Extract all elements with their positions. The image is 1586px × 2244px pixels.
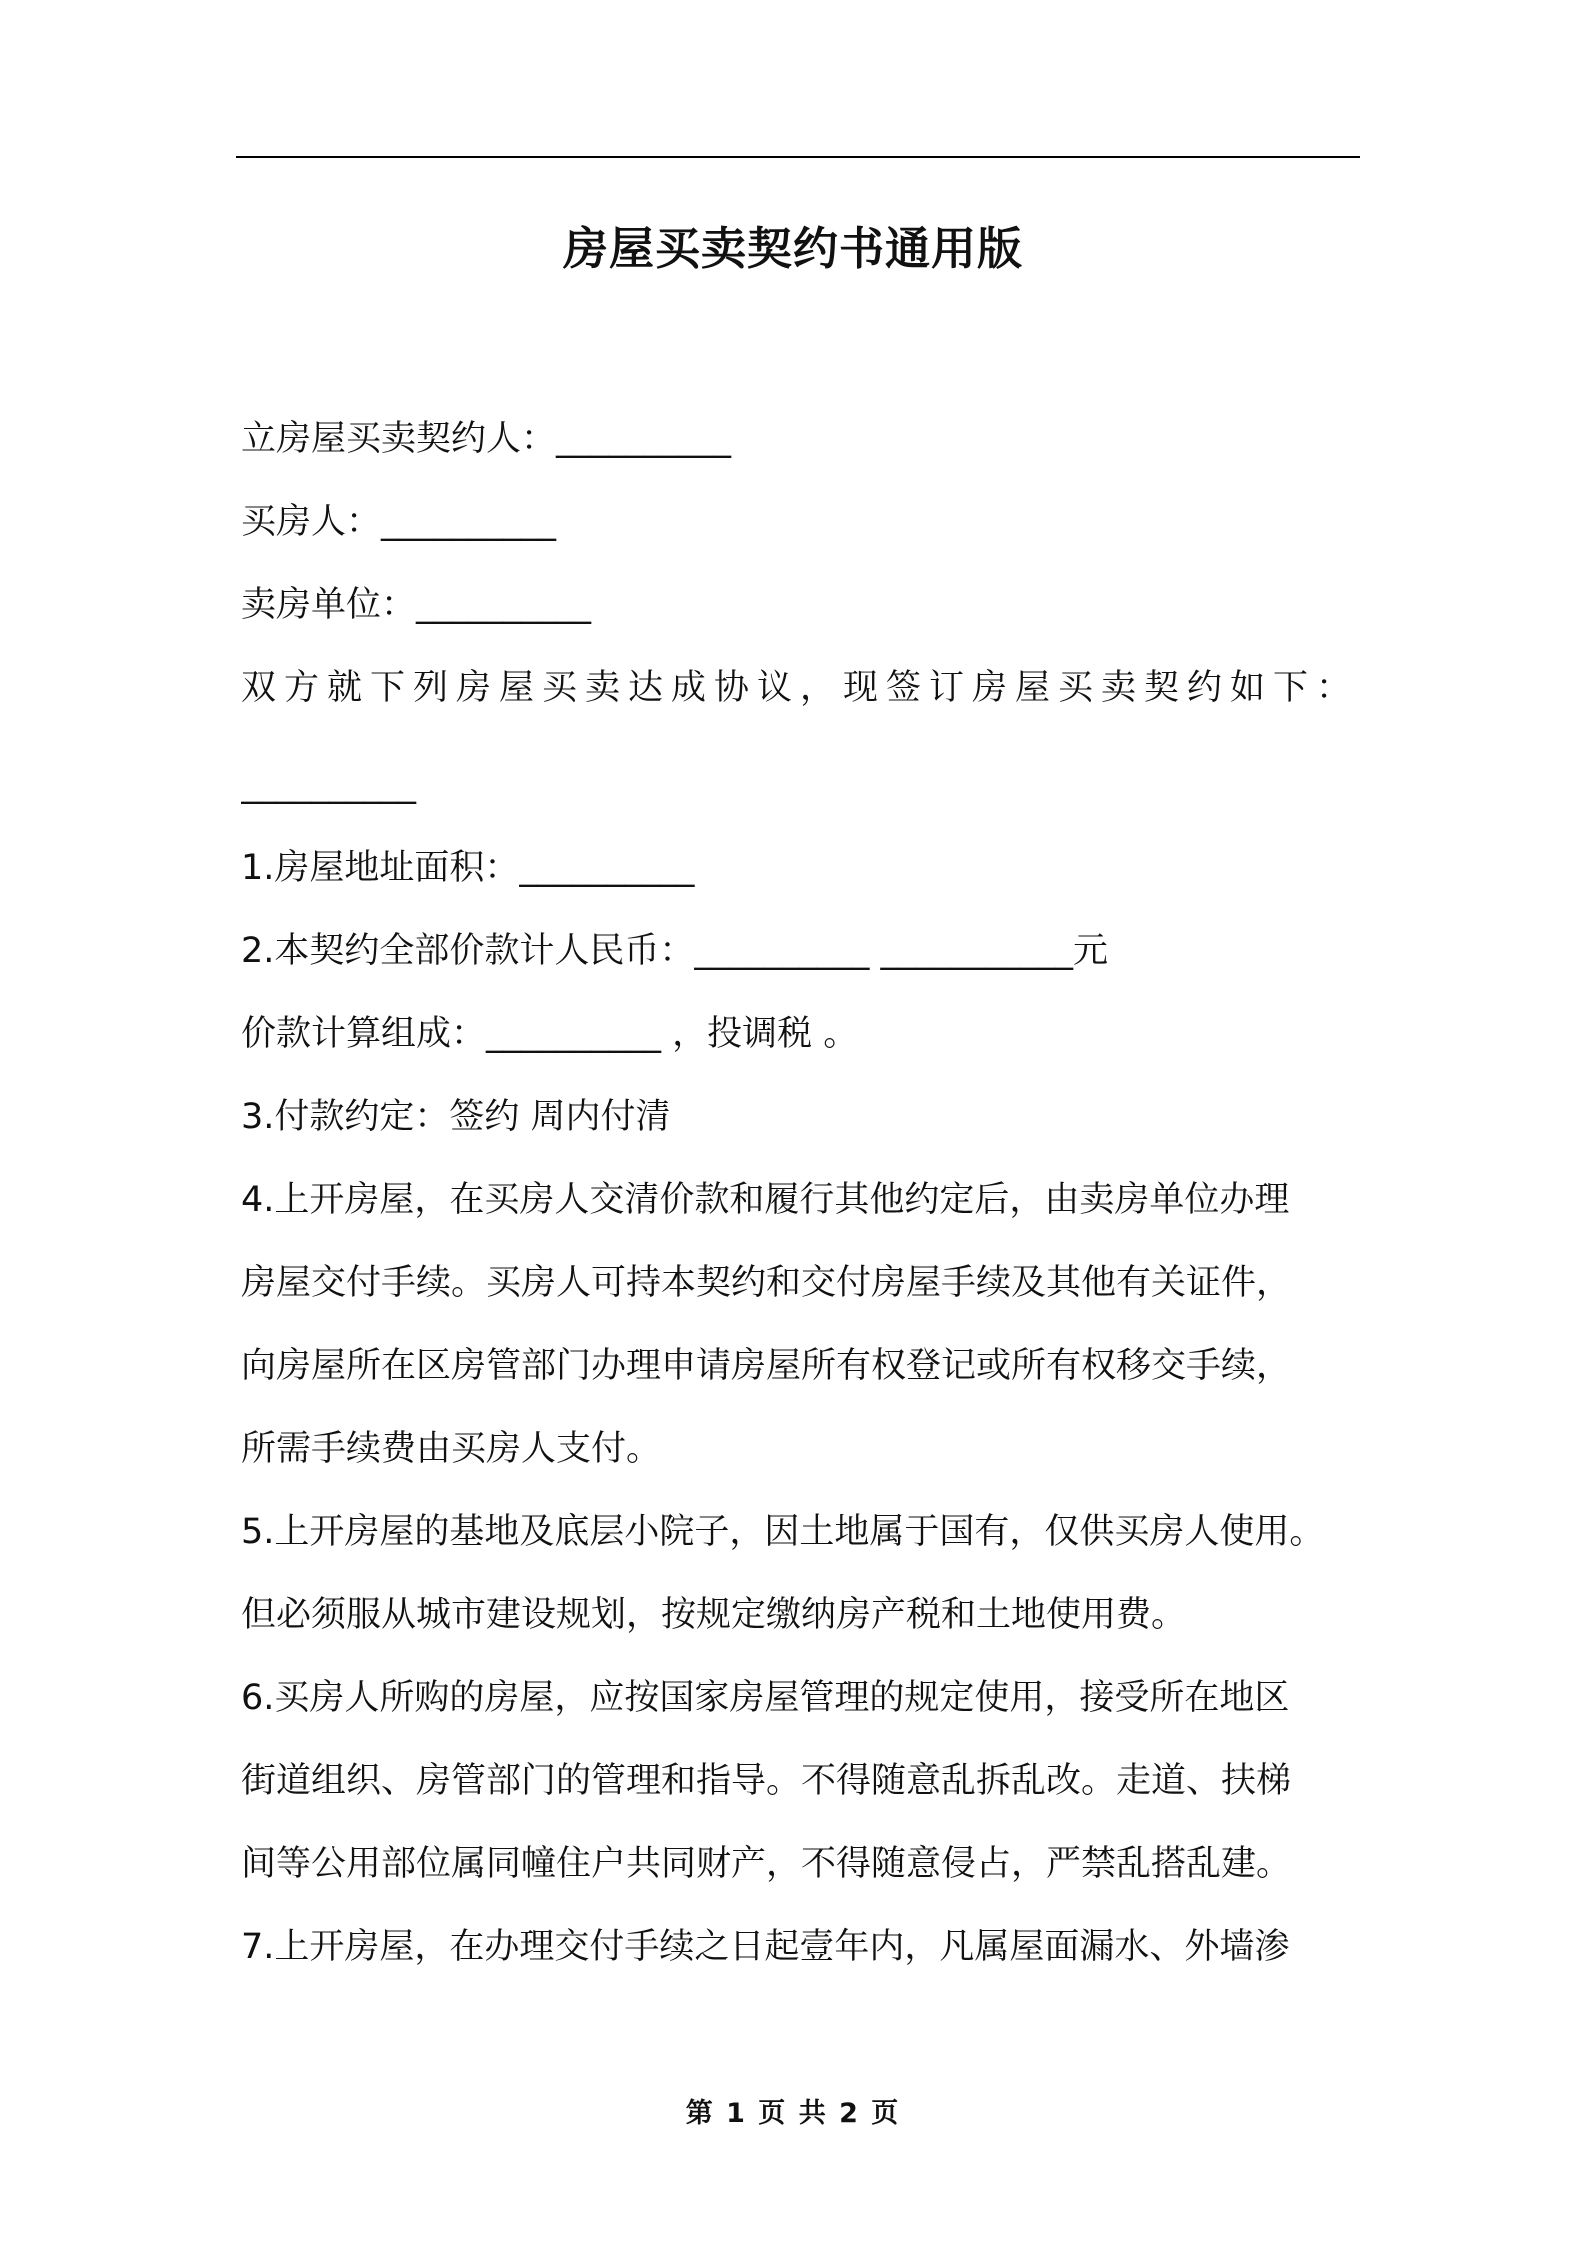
clause-6-line-1: 6.买房人所购的房屋，应按国家房屋管理的规定使用，接受所在地区 <box>241 1678 1290 1718</box>
clause-2-price-breakdown: 价款计算组成：__________ ，投调税 。 <box>241 1014 859 1054</box>
clause-7-line-1: 7.上开房屋，在办理交付手续之日起壹年内，凡属屋面漏水、外墙渗 <box>241 1927 1290 1967</box>
line-seller: 卖房单位：__________ <box>241 585 592 625</box>
clause-4-line-2: 房屋交付手续。买房人可持本契约和交付房屋手续及其他有关证件， <box>241 1263 1292 1303</box>
clause-2-price: 2.本契约全部价款计人民币：__________ ___________元 <box>241 931 1109 971</box>
clause-6-line-2: 街道组织、房管部门的管理和指导。不得随意乱拆乱改。走道、扶梯 <box>241 1761 1292 1801</box>
document-title: 房屋买卖契约书通用版 <box>562 222 1023 275</box>
line-agreement-intro: 双方就下列房屋买卖达成协议，现签订房屋买卖契约如下： <box>241 668 1360 708</box>
line-blank: __________ <box>241 765 416 805</box>
clause-4-line-4: 所需手续费由买房人支付。 <box>241 1429 662 1469</box>
clause-6-line-3: 间等公用部位属同幢住户共同财产，不得随意侵占，严禁乱搭乱建。 <box>241 1844 1292 1884</box>
header-rule <box>236 156 1360 158</box>
document-body <box>241 398 1361 1989</box>
line-buyer: 买房人：__________ <box>241 502 557 542</box>
page-footer: 第 1 页 共 2 页 <box>685 2098 901 2129</box>
clause-5-line-2: 但必须服从城市建设规划，按规定缴纳房产税和土地使用费。 <box>241 1595 1187 1635</box>
clause-3-payment: 3.付款约定：签约 周内付清 <box>241 1097 671 1137</box>
clause-4-line-1: 4.上开房屋，在买房人交清价款和履行其他约定后，由卖房单位办理 <box>241 1180 1290 1220</box>
clause-4-line-3: 向房屋所在区房管部门办理申请房屋所有权登记或所有权移交手续， <box>241 1346 1292 1386</box>
clause-5-line-1: 5.上开房屋的基地及底层小院子，因土地属于国有，仅供买房人使用。 <box>241 1512 1325 1552</box>
line-contract-party: 立房屋买卖契约人：__________ <box>241 419 732 459</box>
clause-1-address: 1.房屋地址面积：__________ <box>241 848 695 888</box>
